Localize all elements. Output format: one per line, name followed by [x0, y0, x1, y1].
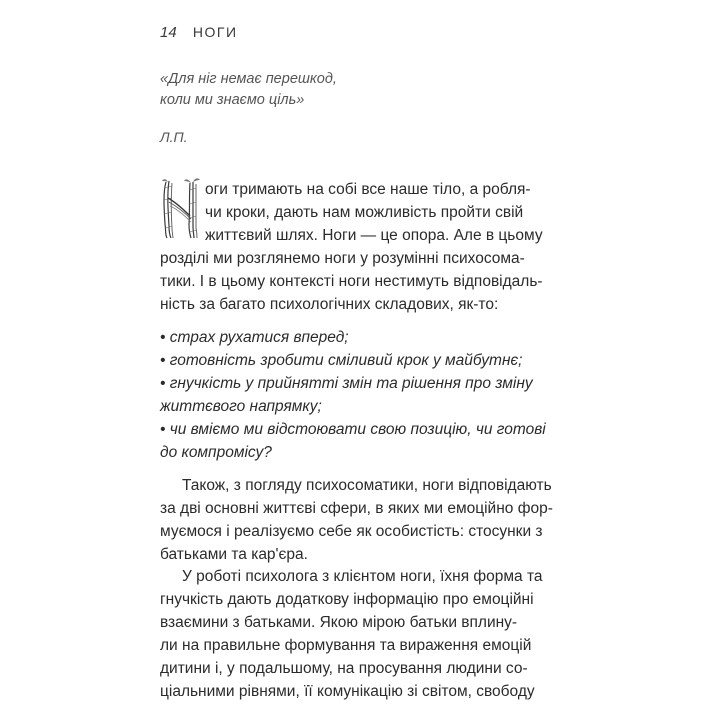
list-item-continuation: до компромісу? — [160, 444, 272, 461]
text-line: Також, з погляду психосоматики, ноги відповідають — [182, 477, 552, 494]
text-line: оги тримають на собі все наше тіло, а робля- — [205, 181, 531, 198]
list-item: • гнучкість у прийнятті змін та рішення про зміну — [160, 375, 533, 392]
page-number: 14 — [160, 24, 177, 41]
epigraph-author: Л.П. — [160, 129, 188, 145]
drop-cap-letter-n — [160, 178, 202, 240]
section-title: НОГИ — [192, 24, 238, 40]
text-line: розділі ми розглянемо ноги у розумінні психосома- — [160, 250, 525, 267]
epigraph — [160, 69, 337, 111]
text-line: взаємини з батьками. Якою мірою батьки вплину- — [160, 614, 518, 631]
list-item: • страх рухатися вперед; — [160, 329, 349, 346]
intro-paragraph — [160, 178, 560, 316]
bullet-list — [160, 326, 560, 464]
text-line: ціальними рівнями, її комунікацію зі світом, свободу — [160, 683, 535, 700]
epigraph-line: коли ми знаємо ціль» — [160, 92, 305, 108]
text-line: У роботі психолога з клієнтом ноги, їхня форма та — [182, 568, 543, 585]
paragraph — [160, 565, 560, 703]
text-line: батьками та кар'єра. — [160, 546, 308, 563]
text-line: дитини і, у подальшому, на просування людини со- — [160, 660, 528, 677]
text-line: ність за багато психологічних складових, як-то: — [160, 296, 499, 313]
text-line: життєвий шлях. Ноги — це опора. Але в цьому — [205, 227, 543, 244]
text-line: чи кроки, дають нам можливість пройти свій — [205, 204, 524, 221]
text-line: ли на правильне формування та вираження емоцій — [160, 637, 532, 654]
paragraph — [160, 474, 560, 566]
epigraph-line: «Для ніг немає перешкод, — [160, 71, 337, 87]
text-line: гнучкість дають додаткову інформацію про емоційні — [160, 591, 534, 608]
list-item: • чи вміємо ми відстоювати свою позицію, чи готові — [160, 421, 546, 438]
running-header — [160, 24, 238, 41]
text-line: муємося і реалізуємо себе як особистість: стосунки з — [160, 523, 543, 540]
text-line: за дві основні життєві сфери, в яких ми емоційно фор- — [160, 500, 553, 517]
list-item-continuation: життєвого напрямку; — [160, 398, 322, 415]
list-item: • готовність зробити сміливий крок у майбутнє; — [160, 352, 523, 369]
text-line: тики. І в цьому контексті ноги нестимуть відповідаль- — [160, 273, 543, 290]
